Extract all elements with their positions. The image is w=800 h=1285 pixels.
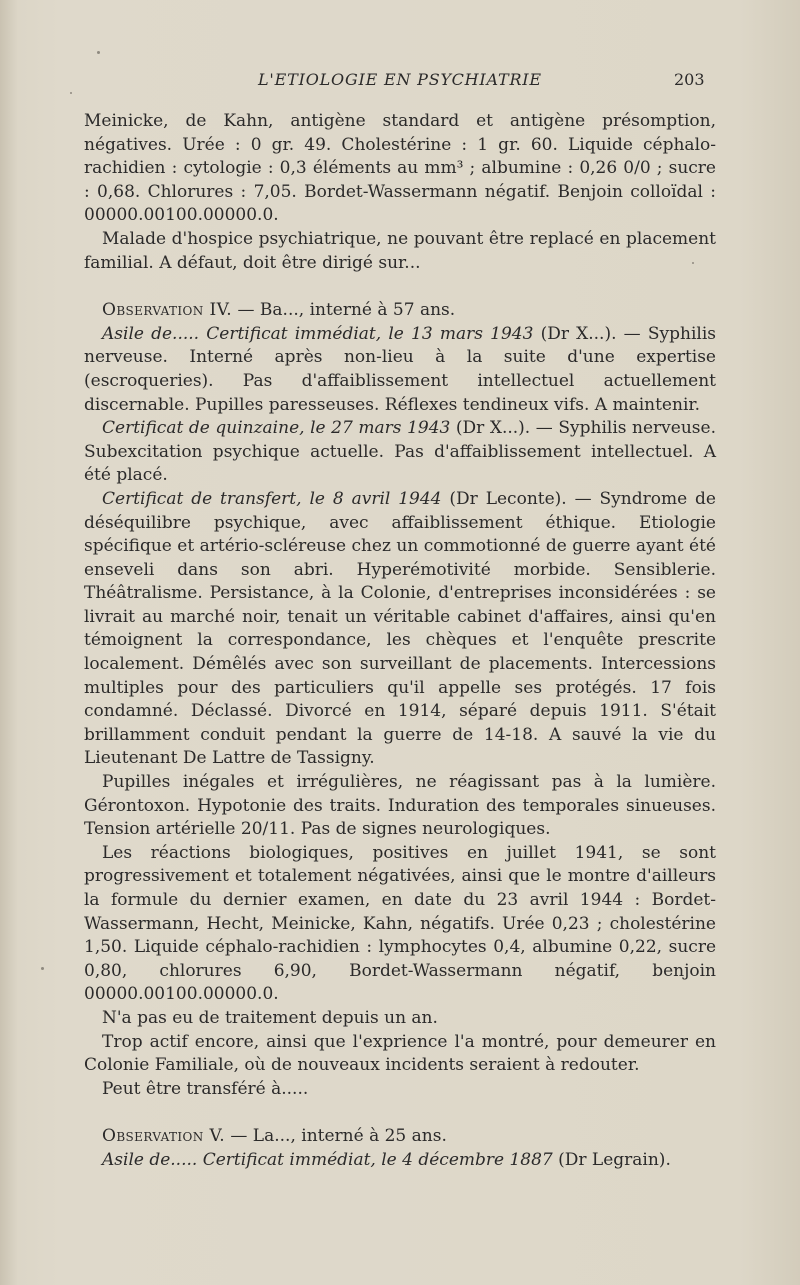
paragraph-lab-results [84, 110, 716, 228]
paragraph-reactions [84, 842, 716, 1007]
certificate-title-immediat: Asile de..... Certificat immédiat, le 13 mars 1943 [102, 323, 534, 344]
scan-speck [692, 262, 694, 264]
paragraph-certificat-immediat [84, 323, 716, 417]
paragraph-certificat-quinzaine [84, 417, 716, 488]
text-lab-results: Meinicke, de Kahn, antigène standard et antigène présomption, négatives. Urée : 0 gr. 49. Cholestérine : 1 gr. 60. Liquide céphalo-rachidien : cytologie : 0,3 éléments au mm³ ; albumine : 0,26 0/0 ; sucre : 0,68. Chlorures : 7,05. Bordet-Wassermann négatif. Benjoin colloïdal : 00000.00100.00000.0. [84, 111, 716, 226]
paragraph-certificat-transfert [84, 488, 716, 771]
observation-heading-iv [84, 299, 716, 323]
scan-speck [41, 967, 44, 970]
paragraph-transfere [84, 1078, 716, 1102]
text-pupilles: Pupilles inégales et irrégulières, ne réagissant pas à la lumière. Gérontoxon. Hypotonie des traits. Induration des temporales sinueuses. Tension artérielle 20/11. Pas de signes neurologiques. [84, 772, 716, 840]
certificate-title-transfert: Certificat de transfert, le 8 avril 1944 [102, 488, 442, 509]
observation-label-iv: Observation IV. [102, 300, 233, 321]
scan-speck [97, 51, 100, 54]
observation-label-v: Observation V. [102, 1126, 225, 1147]
text-reactions: Les réactions biologiques, positives en juillet 1941, se sont progressivement et totalement négativées, ainsi que le montre d'ailleurs la formule du dernier examen, en date du 23 avril 1944 : Bordet-Wassermann, Hecht, Meinicke, Kahn, négatifs. Urée 0,23 ; cholestérine 1,50. Liquide céphalo-rachidien : lymphocytes 0,4, albumine 0,22, sucre 0,80, chlorures 6,90, Bordet-Wassermann négatif, benjoin 00000.00100.00000.0. [84, 842, 716, 1005]
page-number: 203 [674, 70, 705, 89]
text-trop-actif: Trop actif encore, ainsi que l'exprience l'a montré, pour demeurer en Colonie Familiale, où de nouveaux incidents seraient à redouter. [84, 1031, 716, 1076]
text-transfere: Peut être transféré à..... [102, 1078, 309, 1099]
observation-heading-v [84, 1125, 716, 1149]
paragraph-pupilles [84, 771, 716, 842]
page-header [0, 70, 800, 94]
certificate-title-quinzaine: Certificat de quinzaine, le 27 mars 1943 [102, 418, 451, 439]
scan-speck [70, 92, 72, 94]
certificate-text-quinzaine: (Dr X...). — Syphilis nerveuse. Subexcitation psychique actuelle. Pas d'affaiblissement intellectuel. A été placé. [84, 418, 716, 486]
certificate-text-transfert: (Dr Leconte). — Syndrome de déséquilibre psychique, avec affaiblissement éthique. Etiologie spécifique et artério-scléreuse chez un commotionné de guerre ayant été enseveli dans son abri. Hyperémotivité morbide. Sensiblerie. Théâtralisme. Persistance, à la Colonie, d'entreprises inconsidérées : se livrait au marché noir, tenait un véritable cabinet d'affaires, ainsi qu'en témoignent la correspondance, les chèques et l'enquête prescrite localement. Démêlés avec son surveillant de placements. Intercessions multiples pour des particuliers qu'il appelle ses protégés. 17 fois condamné. Déclassé. Divorcé en 1914, séparé depuis 1911. S'était brillamment conduit pendant la guerre de 14-18. A sauvé la vie du Lieutenant De Lattre de Tassigny. [84, 488, 716, 769]
certificate-text-immediat: — Syphilis nerveuse. Interné après non-lieu à la suite d'une expertise (escroqueries). Pas d'affaiblissement intellectuel actuellement discernable. Pupilles paresseuses. Réflexes tendineux vifs. A maintenir. [84, 323, 716, 415]
running-title: L'ETIOLOGIE EN PSYCHIATRIE [258, 70, 542, 89]
paragraph-trop-actif [84, 1031, 716, 1078]
paragraph-placement [84, 228, 716, 275]
text-placement: Malade d'hospice psychiatrique, ne pouvant être replacé en placement familial. A défaut, doit être dirigé sur... [84, 228, 716, 273]
paragraph-traitement [84, 1007, 716, 1031]
text-traitement: N'a pas eu de traitement depuis un an. [102, 1007, 438, 1028]
certificate-text-1887: (Dr Legrain). [552, 1149, 671, 1170]
observation-text-iv: — Ba..., interné à 57 ans. [232, 300, 456, 321]
observation-text-v: — La..., interné à 25 ans. [225, 1126, 447, 1147]
body-text [84, 110, 716, 1173]
paragraph-certificat-1887 [84, 1149, 716, 1173]
certificate-title-1887: Asile de..... Certificat immédiat, le 4 décembre 1887 [102, 1149, 553, 1170]
doctor-ref: (Dr X...). [533, 323, 617, 344]
